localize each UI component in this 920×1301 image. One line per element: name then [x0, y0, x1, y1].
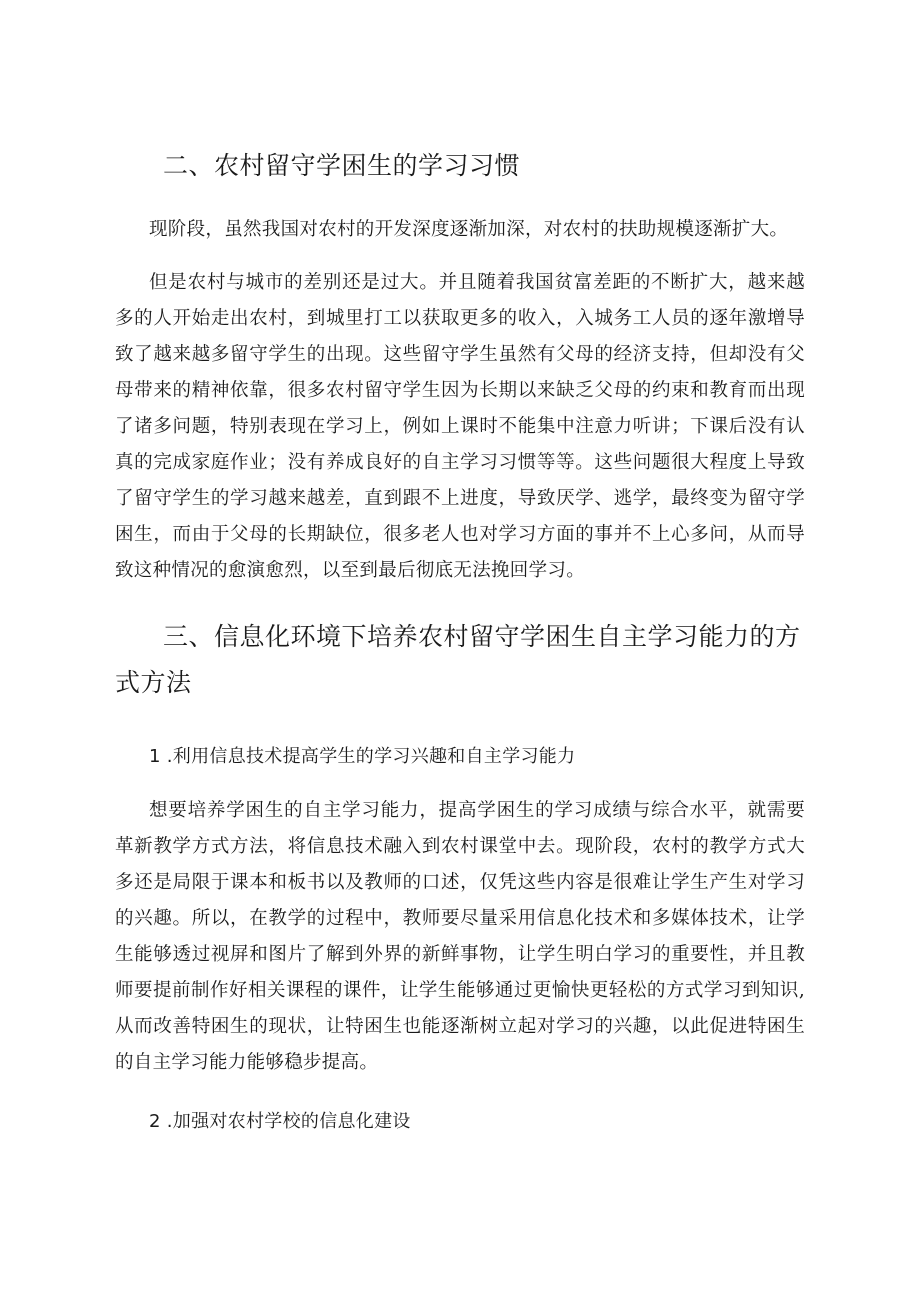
- section-2-heading: 二、农村留守学困生的学习习惯: [163, 151, 521, 180]
- section-3-heading: 三、信息化环境下培养农村留守学困生自主学习能力的方式方法: [115, 622, 801, 697]
- subsection-1-paragraph: 想要培养学困生的自主学习能力，提高学困生的学习成绩与综合水平，就需要革新教学方式方法，将信息技术融入到农村课堂中去。现阶段，农村的教学方式大多还是局限于课本和板书以及教师的口述，仅凭这些内容是很难让学生产生对学习的兴趣。所以，在教学的过程中，教师要尽量采用信息化技术和多媒体技术，让学生能够透过视屏和图片了解到外界的新鲜事物，让学生明白学习的重要性，并且教师要提前制作好相关课程的课件，让学生能够通过更愉快更轻松的方式学习到知识,从而改善特困生的现状，让特困生也能逐渐树立起对学习的兴趣，以此促进特困生的自主学习能力能够稳步提高。: [115, 800, 805, 1073]
- section-2-paragraph-1: 现阶段，虽然我国对农村的开发深度逐渐加深，对农村的扶助规模逐渐扩大。: [149, 219, 789, 240]
- subsection-1-heading: 1 .利用信息技术提高学生的学习兴趣和自主学习能力: [149, 746, 576, 767]
- subsection-2-heading: 2 .加强对农村学校的信息化建设: [149, 1111, 411, 1132]
- section-2-paragraph-2: 但是农村与城市的差别还是过大。并且随着我国贫富差距的不断扩大，越来越多的人开始走出农村，到城里打工以获取更多的收入，入城务工人员的逐年激增导致了越来越多留守学生的出现。这些留守学生虽然有父母的经济支持，但却没有父母带来的精神依靠，很多农村留守学生因为长期以来缺乏父母的约束和教育而出现了诸多问题，特别表现在学习上，例如上课时不能集中注意力听讲；下课后没有认真的完成家庭作业；没有养成良好的自主学习习惯等等。这些问题很大程度上导致了留守学生的学习越来越差，直到跟不上进度，导致厌学、逃学，最终变为留守学困生，而由于父母的长期缺位，很多老人也对学习方面的事并不上心多问，从而导致这种情况的愈演愈烈，以至到最后彻底无法挽回学习。: [115, 272, 805, 581]
